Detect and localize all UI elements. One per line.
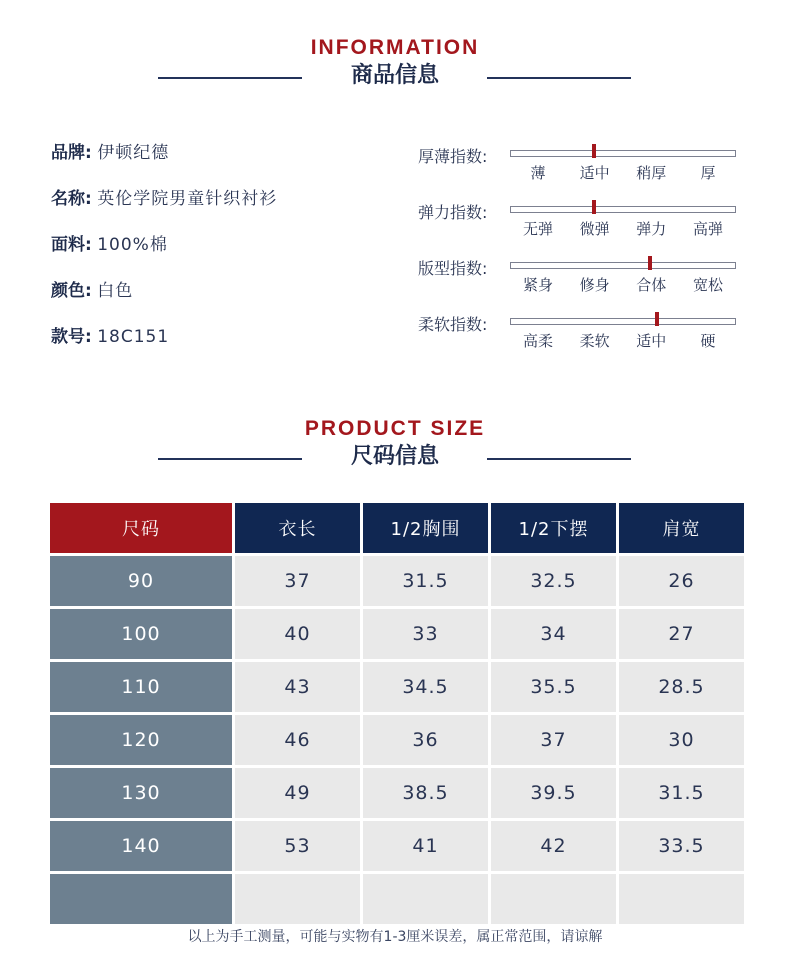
information-title-en: INFORMATION (310, 36, 480, 59)
table-cell: 38.5 (363, 768, 488, 818)
table-cell: 26 (619, 556, 744, 606)
table-cell: 33.5 (619, 821, 744, 871)
table-cell-size: 90 (50, 556, 232, 606)
index-label: 厚薄指数: (418, 147, 488, 166)
table-row (50, 556, 744, 606)
size-table-header-row (50, 503, 744, 553)
index-option: 微弹 (579, 220, 610, 238)
table-row (50, 609, 744, 659)
index-option: 硬 (700, 332, 716, 350)
index-marker (648, 256, 652, 270)
index-bar (510, 150, 736, 157)
index-option: 紧身 (522, 276, 553, 294)
measurement-note: 以上为手工测量，可能与实物有1-3厘米误差，属正常范围，请谅解 (187, 929, 603, 945)
table-cell (363, 874, 488, 924)
index-option: 合体 (636, 276, 667, 294)
index-options (510, 274, 736, 295)
index-marker (592, 144, 596, 158)
index-option: 高弹 (692, 220, 723, 238)
table-cell: 36 (363, 715, 488, 765)
table-cell: 49 (235, 768, 360, 818)
product-size-title-en: PRODUCT SIZE (304, 417, 486, 440)
table-cell: 40 (235, 609, 360, 659)
detail-key: 面料 (51, 235, 85, 255)
index-thickness (418, 142, 748, 198)
divider-right (487, 458, 631, 460)
detail-key: 名称 (51, 189, 85, 209)
index-bar (510, 206, 736, 213)
divider-left (158, 77, 302, 79)
detail-color: 颜色: 白色 (51, 281, 134, 301)
table-cell-size: 130 (50, 768, 232, 818)
table-cell: 32.5 (491, 556, 616, 606)
column-header-shoulder: 肩宽 (619, 503, 744, 553)
index-marker (655, 312, 659, 326)
detail-key: 颜色 (51, 281, 85, 301)
index-fit (418, 254, 748, 310)
table-cell: 34 (491, 609, 616, 659)
index-options (510, 218, 736, 239)
index-option: 宽松 (692, 276, 723, 294)
table-cell: 41 (363, 821, 488, 871)
index-label: 版型指数: (418, 259, 488, 278)
table-cell: 43 (235, 662, 360, 712)
detail-value: 英伦学院男童针织衬衫 (97, 189, 278, 209)
table-cell (619, 874, 744, 924)
table-cell: 34.5 (363, 662, 488, 712)
index-label: 弹力指数: (418, 203, 488, 222)
table-cell: 37 (235, 556, 360, 606)
index-option: 稍厚 (636, 164, 667, 182)
index-options (510, 330, 736, 351)
detail-key: 品牌 (51, 143, 85, 163)
detail-value: 18C151 (97, 327, 170, 347)
index-option: 弹力 (636, 220, 667, 238)
divider-left (158, 458, 302, 460)
index-options (510, 162, 736, 183)
size-table (47, 500, 747, 927)
table-cell-size: 140 (50, 821, 232, 871)
index-scales (418, 142, 748, 366)
table-row (50, 768, 744, 818)
table-cell: 37 (491, 715, 616, 765)
index-option: 适中 (579, 164, 610, 182)
column-header-half-hem: 1/2下摆 (491, 503, 616, 553)
table-cell: 27 (619, 609, 744, 659)
table-cell: 33 (363, 609, 488, 659)
product-size-title-cn: 尺码信息 (350, 444, 439, 469)
table-cell (235, 874, 360, 924)
table-cell: 39.5 (491, 768, 616, 818)
information-header (0, 36, 790, 90)
column-header-half-chest: 1/2胸围 (363, 503, 488, 553)
index-option: 厚 (700, 164, 716, 182)
index-softness (418, 310, 748, 366)
table-cell-size (50, 874, 232, 924)
index-bar (510, 262, 736, 269)
detail-value: 伊顿纪德 (97, 143, 170, 163)
index-option: 适中 (636, 332, 667, 350)
table-cell: 30 (619, 715, 744, 765)
column-header-length: 衣长 (235, 503, 360, 553)
table-cell-size: 110 (50, 662, 232, 712)
index-marker (592, 200, 596, 214)
table-cell: 35.5 (491, 662, 616, 712)
index-option: 无弹 (522, 220, 553, 238)
divider-right (487, 77, 631, 79)
table-row (50, 662, 744, 712)
index-option: 薄 (530, 164, 546, 182)
table-cell: 46 (235, 715, 360, 765)
table-cell (491, 874, 616, 924)
detail-key: 款号 (51, 327, 85, 347)
detail-fabric: 面料: 100%棉 (51, 235, 168, 255)
table-cell: 28.5 (619, 662, 744, 712)
index-elasticity (418, 198, 748, 254)
index-option: 修身 (579, 276, 610, 294)
index-option: 高柔 (522, 332, 553, 350)
table-cell: 31.5 (619, 768, 744, 818)
information-title-cn: 商品信息 (350, 63, 439, 88)
detail-style-number: 款号: 18C151 (51, 327, 170, 347)
table-cell-size: 100 (50, 609, 232, 659)
index-bar (510, 318, 736, 325)
index-label: 柔软指数: (418, 315, 488, 334)
table-cell: 42 (491, 821, 616, 871)
table-row (50, 821, 744, 871)
table-cell: 31.5 (363, 556, 488, 606)
product-size-header (0, 417, 790, 471)
detail-value: 白色 (97, 281, 134, 301)
product-details (51, 140, 277, 370)
column-header-size: 尺码 (50, 503, 232, 553)
detail-value: 100%棉 (97, 235, 168, 255)
table-cell-size: 120 (50, 715, 232, 765)
detail-name: 名称: 英伦学院男童针织衬衫 (51, 189, 278, 209)
detail-brand: 品牌: 伊顿纪德 (51, 143, 170, 163)
table-row (50, 715, 744, 765)
table-row-empty (50, 874, 744, 924)
index-option: 柔软 (579, 332, 610, 350)
table-cell: 53 (235, 821, 360, 871)
